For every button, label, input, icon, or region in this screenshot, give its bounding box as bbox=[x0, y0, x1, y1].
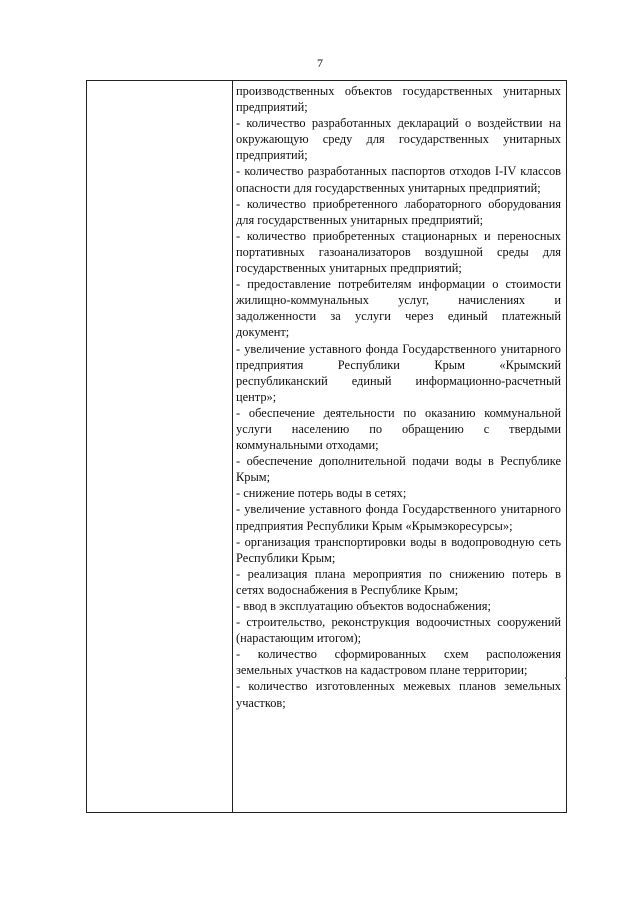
column-divider bbox=[232, 81, 233, 812]
list-item: - предоставление потребителям информации о стоимости жилищно-коммунальных услуг, начислениях и задолженности за услуги через единый платежный документ; bbox=[236, 277, 561, 340]
list-item: - количество разработанных паспортов отходов I-IV классов опасности для государственных унитарных предприятий; bbox=[236, 164, 561, 195]
list-item: - снижение потерь воды в сетях; bbox=[236, 486, 407, 501]
list-item: - количество разработанных деклараций о воздействии на окружающую среду для государственных унитарных предприятий; bbox=[236, 116, 561, 163]
page-number: 7 bbox=[317, 56, 323, 70]
list-item: - увеличение уставного фонда Государственного унитарного предприятия Республики Крым «Крымский республиканский единый информационно-расчетный центр»; bbox=[236, 341, 561, 404]
list-item: - количество сформированных схем расположения земельных участков на кадастровом плане территории; bbox=[236, 647, 561, 678]
list-item: - строительство, реконструкция водоочистных сооружений (нарастающим итогом); bbox=[236, 615, 561, 646]
list-item: - увеличение уставного фонда Государственного унитарного предприятия Республики Крым «Крымэкоресурсы»; bbox=[236, 502, 561, 533]
list-item: - количество приобретенных стационарных и переносных портативных газоанализаторов воздушной среды для государственных унитарных предприятий; bbox=[236, 228, 561, 276]
list-item: - количество приобретенного лабораторного оборудования для государственных унитарных предприятий; bbox=[236, 196, 561, 227]
list-item: - реализация плана мероприятия по снижению потерь в сетях водоснабжения в Республике Крым; bbox=[236, 566, 561, 597]
table-right-column bbox=[236, 83, 561, 711]
list-item: - обеспечение деятельности по оказанию коммунальной услуги населению по обращению с твердыми коммунальными отходами; bbox=[236, 405, 561, 453]
list-item: - количество изготовленных межевых планов земельных участков; bbox=[236, 679, 561, 710]
list-item: - ввод в эксплуатацию объектов водоснабжения; bbox=[236, 599, 491, 613]
scan-speck bbox=[565, 677, 567, 679]
list-item: - организация транспортировки воды в водопроводную сеть Республики Крым; bbox=[236, 534, 561, 565]
list-item: производственных объектов государственных унитарных предприятий; bbox=[236, 84, 561, 115]
list-item: - обеспечение дополнительной подачи воды в Республике Крым; bbox=[236, 454, 561, 485]
